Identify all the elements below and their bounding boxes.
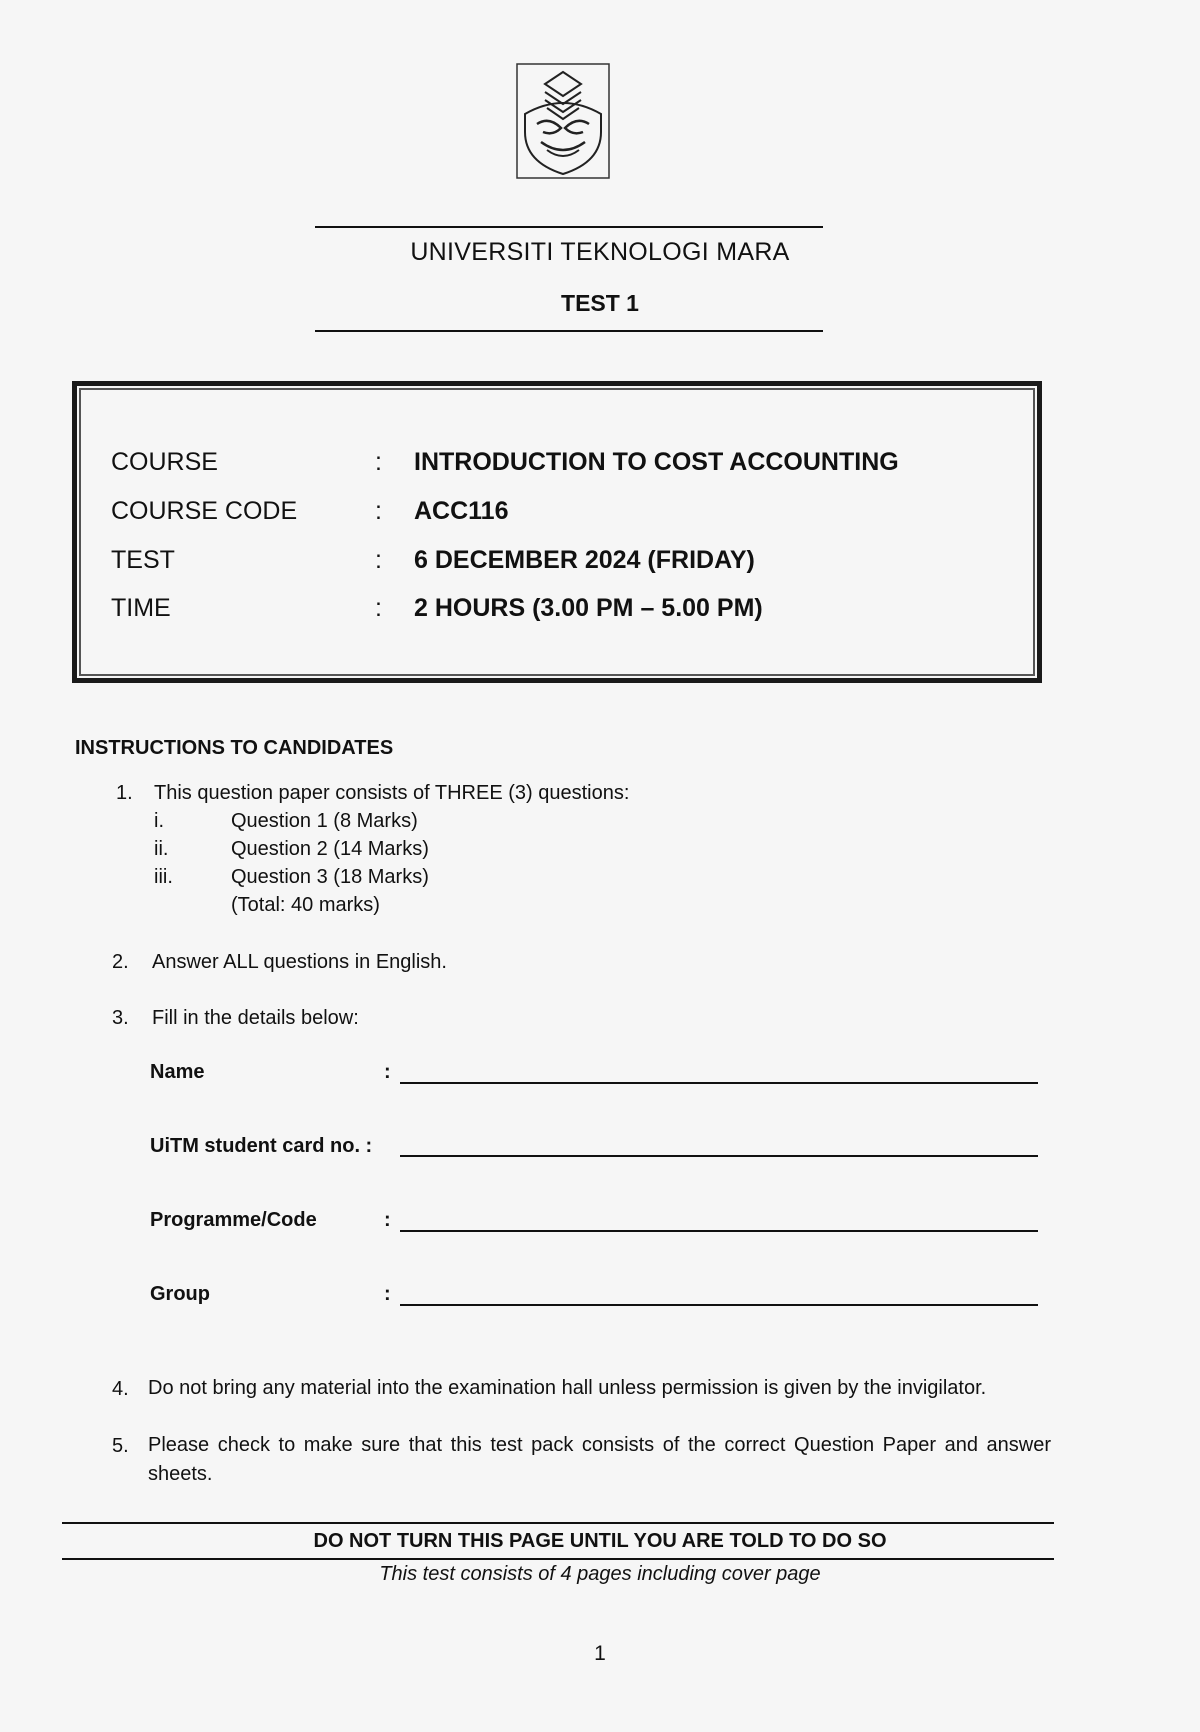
name-field-label: Name: [150, 1061, 205, 1083]
instruction-number: 5.: [112, 1435, 129, 1457]
course-code-label: COURSE CODE: [111, 497, 298, 525]
test-date-value: 6 DECEMBER 2024 (FRIDAY): [414, 546, 755, 574]
uitm-logo: [515, 62, 611, 180]
instruction-number: 4.: [112, 1378, 129, 1400]
group-field-label: Group: [150, 1283, 210, 1305]
footer-top-rule: [62, 1522, 1054, 1524]
question-3-marks: Question 3 (18 Marks): [231, 866, 429, 888]
question-number: i.: [154, 810, 164, 832]
instruction-2: Answer ALL questions in English.: [152, 951, 447, 973]
name-field-line[interactable]: [400, 1082, 1038, 1084]
course-info-box: [72, 381, 1042, 683]
question-number: ii.: [154, 838, 169, 860]
test-date-row: TEST : 6 DECEMBER 2024 (FRIDAY): [111, 546, 755, 574]
question-1-marks: Question 1 (8 Marks): [231, 810, 418, 832]
question-number: iii.: [154, 866, 173, 888]
page-number: 1: [594, 1642, 606, 1665]
test-label: TEST: [111, 546, 175, 574]
instruction-1: This question paper consists of THREE (3) questions:: [154, 782, 630, 804]
time-value: 2 HOURS (3.00 PM – 5.00 PM): [414, 594, 763, 622]
page-count-note: This test consists of 4 pages including cover page: [379, 1563, 821, 1585]
group-field-line[interactable]: [400, 1304, 1038, 1306]
programme-code-field-line[interactable]: [400, 1230, 1038, 1232]
course-code-value: ACC116: [414, 497, 509, 525]
question-2-marks: Question 2 (14 Marks): [231, 838, 429, 860]
programme-code-field-label: Programme/Code: [150, 1209, 317, 1231]
course-row: COURSE : INTRODUCTION TO COST ACCOUNTING: [111, 448, 899, 476]
footer-bottom-rule: [62, 1558, 1054, 1560]
total-marks: (Total: 40 marks): [231, 894, 380, 916]
time-row: TIME : 2 HOURS (3.00 PM – 5.00 PM): [111, 594, 763, 622]
exam-cover-page: UNIVERSITI TEKNOLOGI MARA TEST 1 COURSE : INTRODUCTION TO COST ACCOUNTING COURSE CODE : ACC116 TEST : 6 DECEMBER 2024 (FRIDAY) TIME : 2 HOURS (3.00 PM – 5.00 PM) INSTRUCTIONS TO CANDIDATES 1. This question paper consists of THREE (3) questions: i. Question 1 (8 Marks) ii. Question 2 (14 Marks) iii. Question 3 (18 Marks) (Total: 40 marks) 2. Answer ALL questions in English. 3. Fill in the details below: Name : UiTM student card no. : Programme/Code : Group : 4. Do not bring any material into the examination hall unless permission is given by the invigilator. 5. Please check to make sure that this test pack consists of the correct Question Paper and answer sheets. DO NOT TURN THIS PAGE UNTIL YOU ARE TOLD TO DO SO This test consists of 4 pages including cover page 1: [0, 0, 1200, 1732]
university-name: UNIVERSITI TEKNOLOGI MARA: [410, 238, 790, 266]
student-card-field-line[interactable]: [400, 1155, 1038, 1157]
header-top-rule: [315, 226, 823, 228]
course-label: COURSE: [111, 448, 218, 476]
course-value: INTRODUCTION TO COST ACCOUNTING: [414, 448, 899, 476]
paper-type: TEST 1: [561, 290, 639, 316]
course-code-row: COURSE CODE : ACC116: [111, 497, 509, 525]
instruction-3: Fill in the details below:: [152, 1007, 359, 1029]
instruction-number: 1.: [116, 782, 133, 804]
student-card-field-label: UiTM student card no. :: [150, 1135, 373, 1157]
instruction-4: Do not bring any material into the examination hall unless permission is given by the invigilator.: [148, 1377, 987, 1399]
instruction-number: 3.: [112, 1007, 129, 1029]
time-label: TIME: [111, 594, 171, 622]
instruction-number: 2.: [112, 951, 129, 973]
instruction-5: Please check to make sure that this test pack consists of the correct Question Paper and answer sheets.: [148, 1434, 1051, 1485]
header-bottom-rule: [315, 330, 823, 332]
do-not-turn-warning: DO NOT TURN THIS PAGE UNTIL YOU ARE TOLD TO DO SO: [313, 1530, 887, 1552]
instructions-heading: INSTRUCTIONS TO CANDIDATES: [75, 737, 394, 759]
